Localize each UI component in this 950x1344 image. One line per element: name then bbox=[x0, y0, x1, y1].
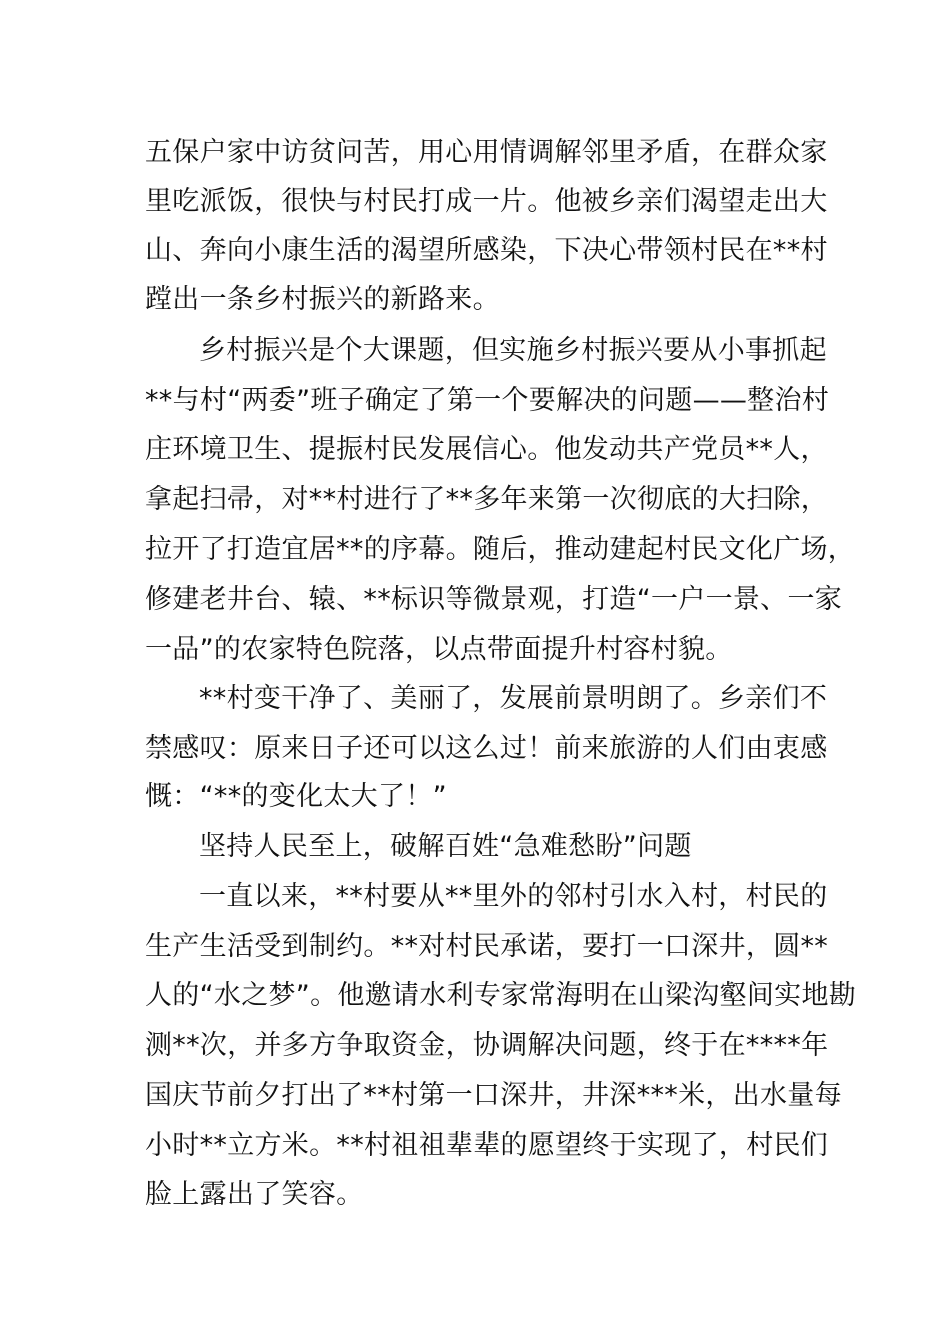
text-line: 山、奔向小康生活的渴望所感染，下决心带领村民在**村 bbox=[145, 235, 828, 266]
paragraph-first-line: 乡村振兴是个大课题，但实施乡村振兴要从小事抓起 bbox=[199, 335, 827, 366]
text-line: 国庆节前夕打出了**村第一口深井，井深***米，出水量每 bbox=[145, 1080, 842, 1111]
paragraph-first-line: 一直以来，**村要从**里外的邻村引水入村，村民的 bbox=[199, 881, 828, 912]
text-line: 脸上露出了笑容。 bbox=[145, 1179, 364, 1210]
text-line: 蹚出一条乡村振兴的新路来。 bbox=[145, 284, 500, 315]
text-line: 修建老井台、辕、**标识等微景观，打造“一户一景、一家 bbox=[145, 584, 843, 615]
section-heading: 坚持人民至上，破解百姓“急难愁盼”问题 bbox=[199, 831, 692, 862]
paragraph-first-line: **村变干净了、美丽了，发展前景明朗了。乡亲们不 bbox=[199, 683, 828, 714]
text-line: 里吃派饭，很快与村民打成一片。他被乡亲们渴望走出大 bbox=[145, 186, 828, 217]
text-line: 人的“水之梦”。他邀请水利专家常海明在山梁沟壑间实地勘 bbox=[145, 980, 857, 1011]
text-line: 拉开了打造宜居**的序幕。随后，推动建起村民文化广场， bbox=[145, 534, 856, 565]
text-line: 慨：“**的变化太大了！” bbox=[145, 781, 447, 812]
text-line: 测**次，并多方争取资金，协调解决问题，终于在****年 bbox=[145, 1030, 829, 1061]
text-line: 一品”的农家特色院落，以点带面提升村容村貌。 bbox=[145, 634, 733, 665]
text-line: 禁感叹：原来日子还可以这么过！前来旅游的人们由衷感 bbox=[145, 733, 828, 764]
text-line: **与村“两委”班子确定了第一个要解决的问题——整治村 bbox=[145, 385, 830, 416]
text-line: 五保户家中访贫问苦，用心用情调解邻里矛盾，在群众家 bbox=[145, 137, 828, 168]
text-line: 小时**立方米。**村祖祖辈辈的愿望终于实现了，村民们 bbox=[145, 1130, 829, 1161]
text-line: 拿起扫帚，对**村进行了**多年来第一次彻底的大扫除， bbox=[145, 484, 829, 515]
text-line: 生产生活受到制约。**对村民承诺，要打一口深井，圆** bbox=[145, 931, 829, 962]
text-line: 庄环境卫生、提振村民发展信心。他发动共产党员**人， bbox=[145, 434, 828, 465]
